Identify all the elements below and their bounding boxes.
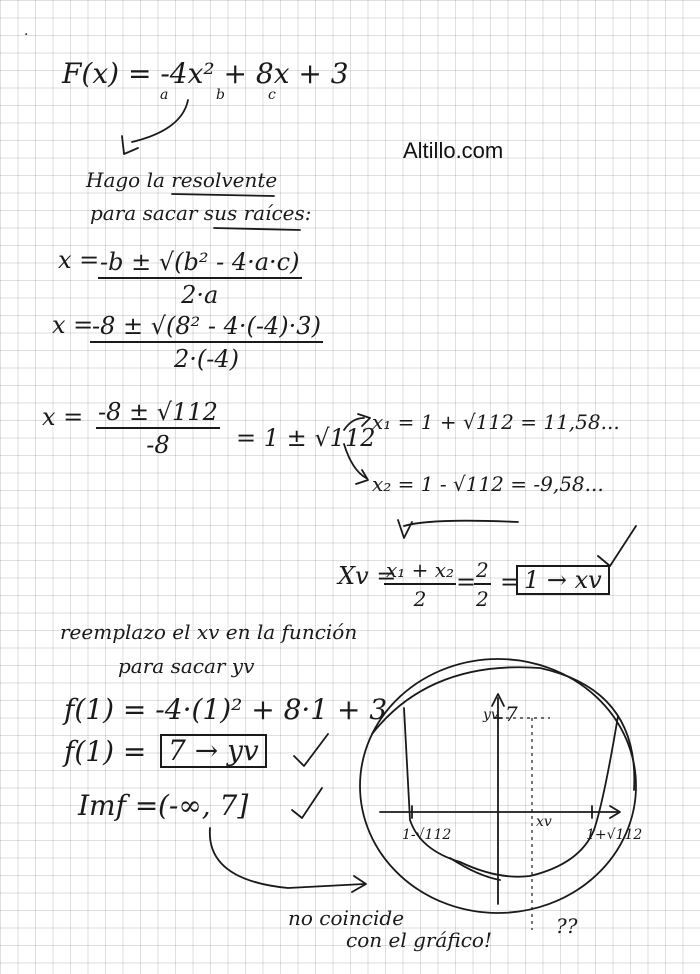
curved-arrow-graph (210, 828, 364, 888)
graph-label-left-root: 1-√112 (402, 827, 452, 843)
graph-label-right-root: 1+√112 (586, 827, 643, 843)
substitution-denominator: 2·(-4) (173, 345, 239, 373)
instruction-line-2: para sacar sus raíces: (90, 201, 312, 225)
coef-b-label: b (216, 87, 225, 103)
check-mark-yv (294, 734, 328, 766)
curved-arrow-1 (132, 100, 188, 142)
vertex-x-equals-2: = (500, 568, 521, 596)
check-mark-image (292, 788, 322, 818)
vertex-x-numerator-2: 2 (474, 560, 491, 585)
arrow-to-vertex (404, 521, 518, 526)
watermark-text: Altillo.com (403, 138, 504, 163)
vertex-x-denominator: 2 (413, 587, 427, 611)
resolvente-denominator: 2·a (181, 281, 219, 309)
vertex-x-equals: = (456, 568, 477, 596)
underline-resolvente (172, 194, 274, 196)
root-x1: x₁ = 1 + √112 = 11,58... (372, 410, 620, 434)
graph-label-seven: 7 (505, 702, 518, 726)
image-lhs: Imf = (78, 789, 159, 822)
substitution-numerator: -8 ± √(8² - 4·(-4)·3) (90, 314, 323, 343)
vertex-x-lhs: Xv = (338, 562, 397, 590)
brace-upper-arrowhead (358, 414, 370, 426)
substitution-lhs: x = (52, 311, 94, 339)
check-mark-vertex (598, 526, 636, 566)
graph-label-yv: yv (483, 707, 499, 723)
arrow-to-vertex-head (398, 520, 412, 538)
graph-label-xv: xv (536, 814, 552, 830)
replace-line-2: para sacar yv (118, 654, 255, 678)
underline-raices (214, 228, 300, 230)
yv-result-box: 7 → yv (160, 734, 267, 768)
graph-circle-overstroke (372, 667, 634, 790)
resolvente-lhs: x = (58, 246, 100, 274)
drawn-parabola (404, 708, 618, 877)
replace-line-1: reemplazo el xv en la función (60, 620, 358, 644)
simplified-numerator: -8 ± √112 (96, 400, 220, 429)
note-line-1: no coincide (288, 906, 405, 930)
vertex-x-result-box: 1 → xv (516, 565, 610, 595)
note-question-marks: ?? (556, 914, 578, 938)
coef-c-label: c (268, 87, 276, 103)
coef-a-label: a (160, 87, 169, 103)
evaluation-line-2-lhs: f(1) = (64, 735, 147, 768)
brace-upper (344, 418, 364, 430)
curved-arrow-1-head (122, 136, 138, 154)
simplified-result: = 1 ± √112 (236, 424, 376, 452)
simplified-denominator: -8 (146, 431, 170, 459)
evaluation-line-1: f(1) = -4·(1)² + 8·1 + 3 (64, 693, 388, 726)
resolvente-numerator: -b ± √(b² - 4·a·c) (98, 250, 302, 279)
root-x2: x₂ = 1 - √112 = -9,58... (372, 472, 604, 496)
vertex-x-numerator: x₁ + x₂ (384, 560, 456, 585)
image-interval: (-∞, 7] (158, 789, 249, 822)
function-expression: F(x) = -4x² + 8x + 3 (62, 57, 349, 90)
corner-mark: · (24, 27, 29, 43)
vertex-x-denominator-2: 2 (476, 587, 489, 611)
note-line-2: con el gráfico! (346, 928, 492, 952)
simplified-lhs: x = (42, 403, 84, 431)
instruction-line-1: Hago la resolvente (86, 168, 278, 192)
